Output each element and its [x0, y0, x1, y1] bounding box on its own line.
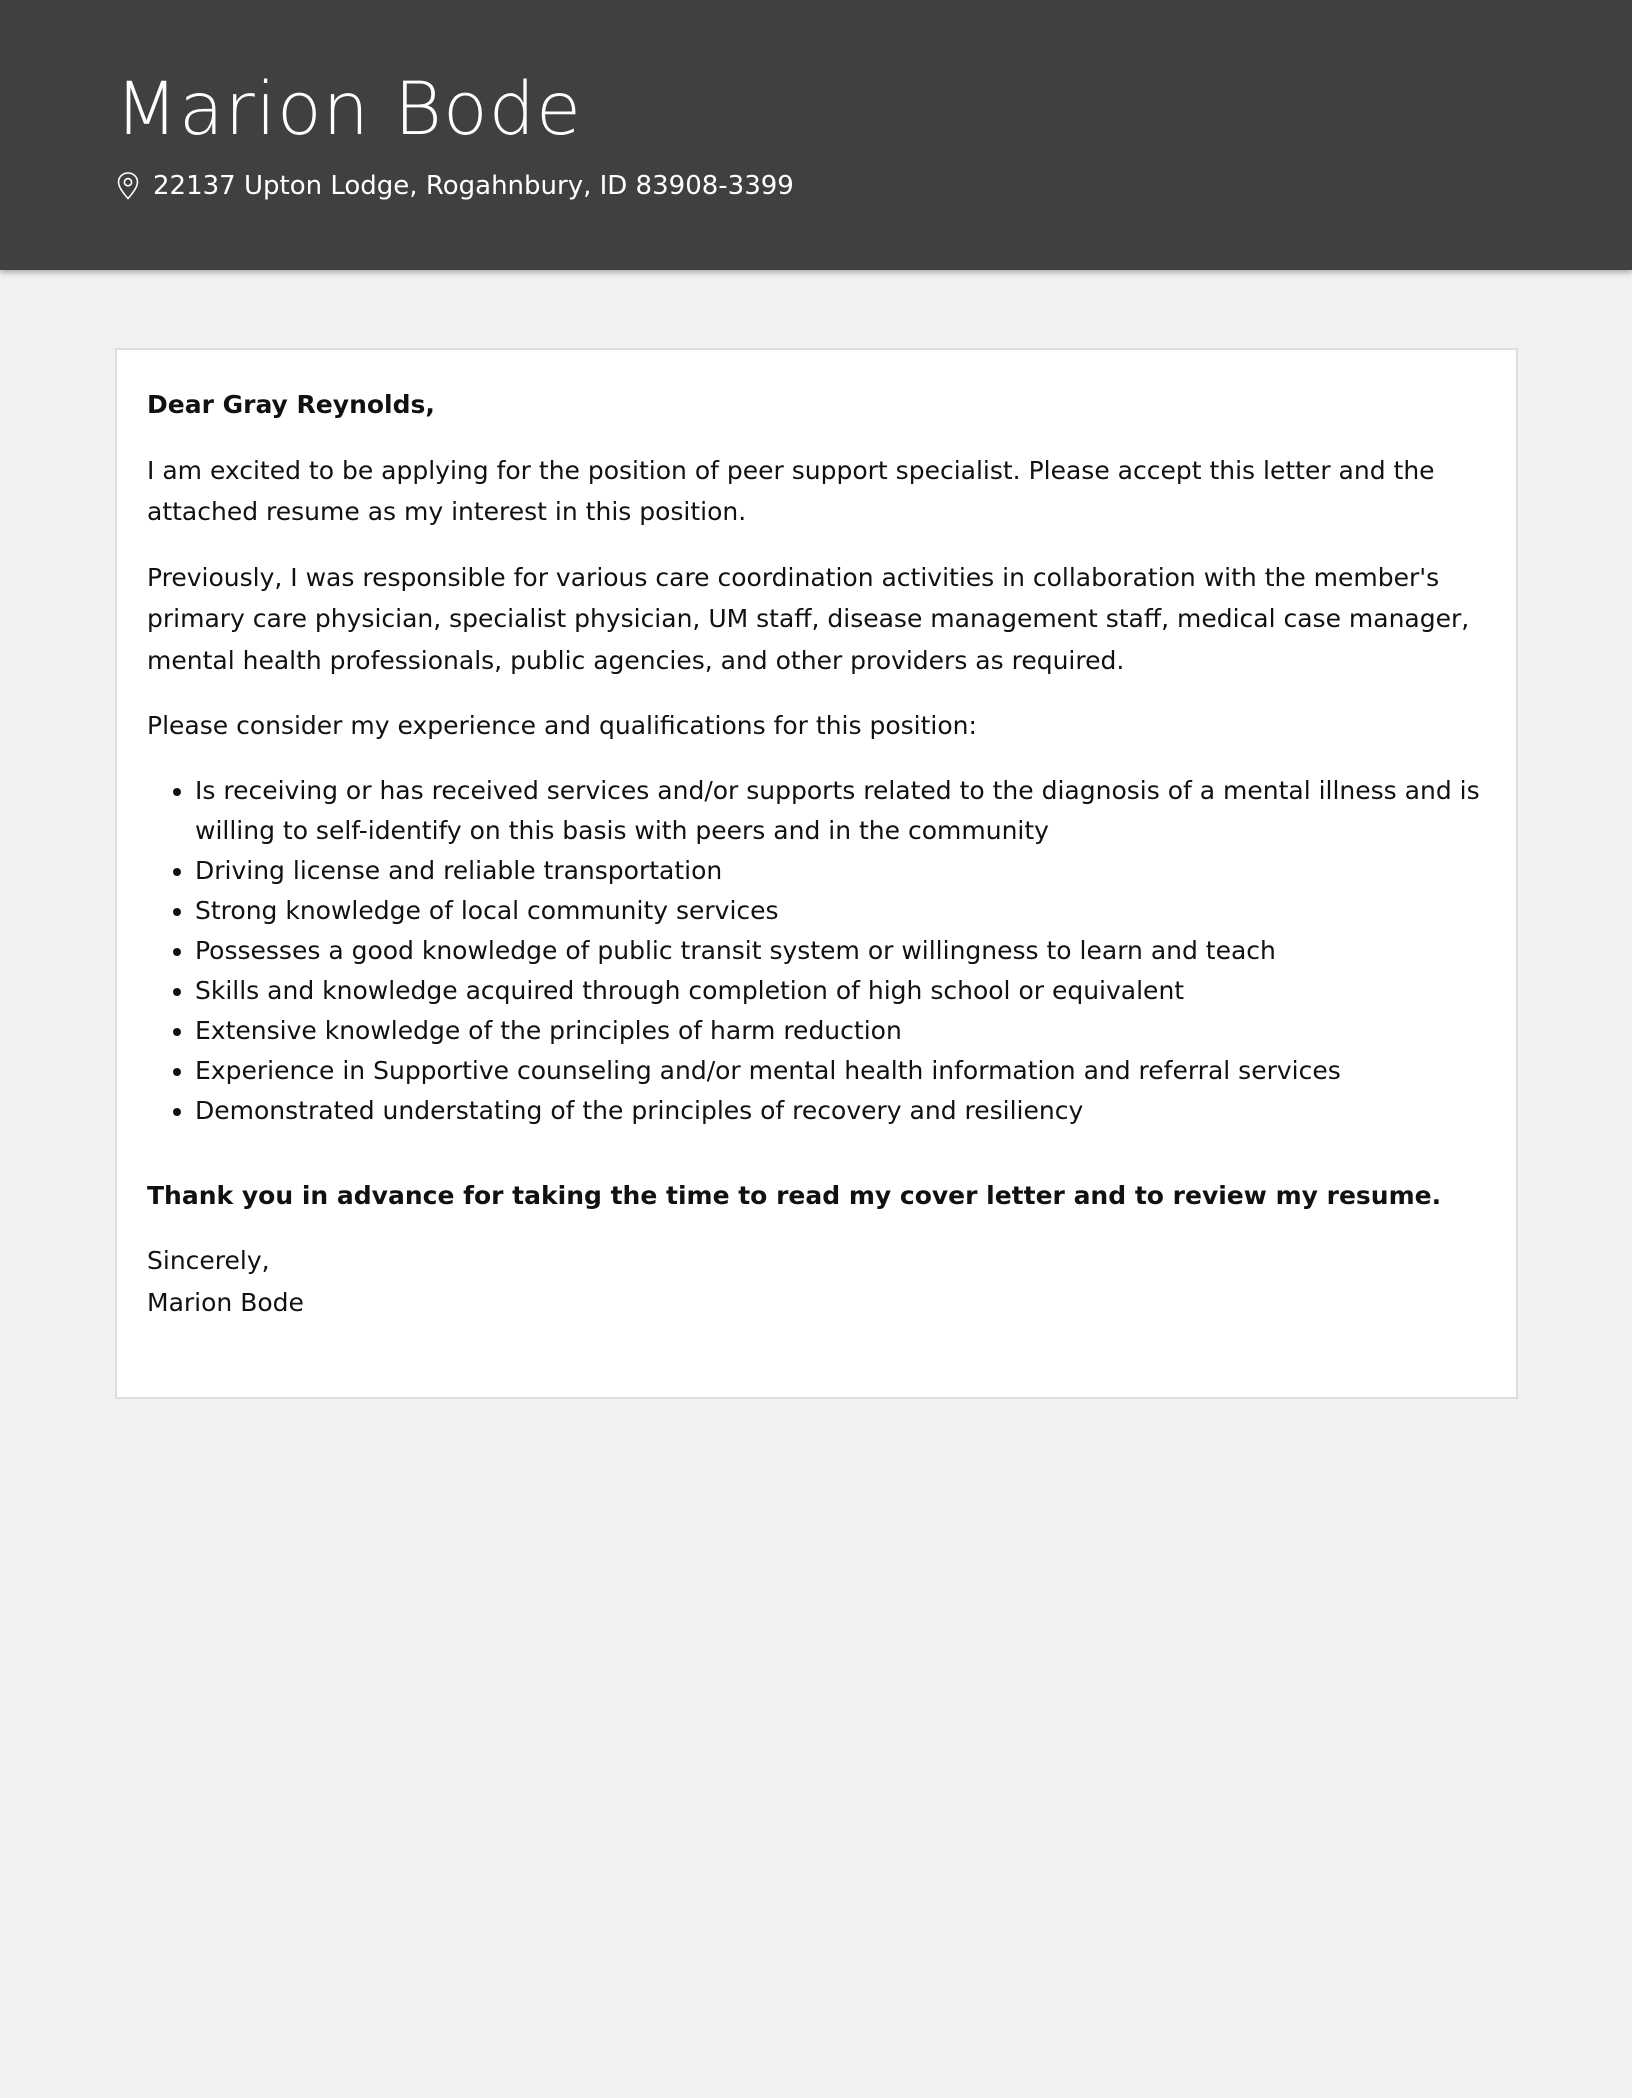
list-item: • Experience in Supportive counseling and/or mental health information and referral services: [195, 1051, 1486, 1091]
cover-letter: [115, 348, 1518, 1399]
intro-paragraph: I am excited to be applying for the position of peer support specialist. Please accept this letter and the attached resume as my interest in this position.: [147, 455, 1435, 526]
page-header: [0, 0, 1632, 270]
list-item: • Demonstrated understating of the principles of recovery and resiliency: [195, 1091, 1486, 1131]
salutation: Dear Gray Reynolds,: [147, 390, 435, 419]
signature-name: Marion Bode: [147, 1287, 304, 1317]
list-item: • Driving license and reliable transportation: [195, 851, 1486, 891]
list-item: • Possesses a good knowledge of public transit system or willingness to learn and teach: [195, 931, 1486, 971]
list-item: • Strong knowledge of local community services: [195, 891, 1486, 931]
thank-you-line: Thank you in advance for taking the time to read my cover letter and to review my resume.: [147, 1180, 1442, 1210]
applicant-name: Marion Bode: [115, 67, 582, 152]
qualifications-list: [147, 771, 1486, 1131]
signoff: [147, 1240, 1486, 1323]
closing-text: Sincerely,: [147, 1246, 270, 1275]
list-item: • Extensive knowledge of the principles of harm reduction: [195, 1011, 1486, 1051]
qualifications-intro: Please consider my experience and qualifications for this position:: [147, 711, 977, 740]
address-row: [115, 170, 1632, 202]
map-pin-icon: [115, 171, 141, 201]
experience-paragraph: Previously, I was responsible for various care coordination activities in collaboration with the member's primary care physician, specialist physician, UM staff, disease management staff, medical case manager, mental health professionals, public agencies, and other providers as required.: [147, 562, 1470, 675]
list-item: • Skills and knowledge acquired through completion of high school or equivalent: [195, 971, 1486, 1011]
list-item: • Is receiving or has received services and/or supports related to the diagnosis of a mental illness and is willing to self-identify on this basis with peers and in the community: [195, 771, 1486, 851]
address-text: 22137 Upton Lodge, Rogahnbury, ID 83908-3399: [153, 171, 794, 201]
